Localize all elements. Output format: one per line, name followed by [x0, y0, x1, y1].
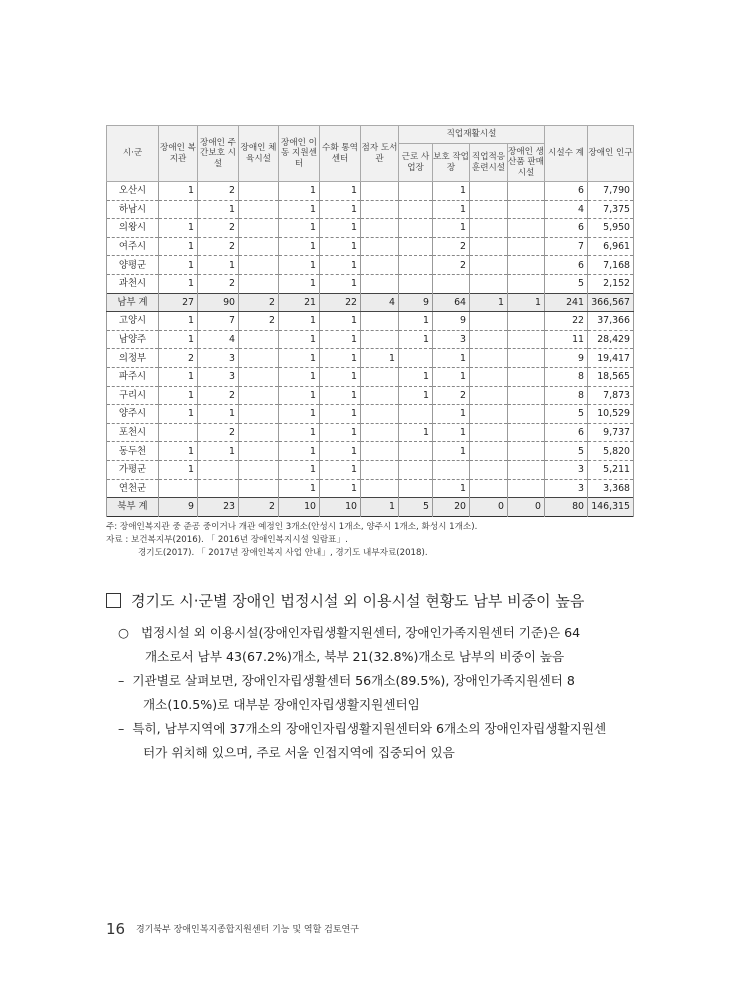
table-cell	[361, 330, 399, 349]
table-cell: 1	[279, 442, 320, 461]
table-cell	[361, 479, 399, 498]
dash-item-1-text-1: 기관별로 살펴보면, 장애인자립생활센터 56개소(89.5%), 장애인가족지원센터 8	[132, 673, 575, 688]
table-cell	[470, 386, 508, 405]
table-cell: 1	[320, 256, 361, 275]
row-region-name: 오산시	[107, 182, 159, 201]
table-cell: 5,950	[588, 219, 634, 238]
table-cell: 2	[159, 349, 198, 368]
table-cell	[399, 200, 433, 219]
table-row	[107, 349, 634, 368]
table-cell	[508, 367, 545, 386]
table-cell: 1	[279, 256, 320, 275]
table-cell: 6	[545, 256, 588, 275]
table-cell: 1	[198, 405, 239, 424]
table-cell: 27	[159, 293, 198, 312]
section-heading	[106, 590, 584, 611]
row-region-name: 남부 계	[107, 293, 159, 312]
source-line-2: 경기도(2017). 「 2017년 장애인복지 사업 안내」, 경기도 내부자료(2018).	[138, 548, 428, 558]
table-cell: 20	[433, 498, 470, 517]
table-cell	[508, 479, 545, 498]
dash-item-2-line-1	[118, 717, 638, 741]
table-cell	[399, 219, 433, 238]
table-cell	[239, 386, 279, 405]
table-cell	[470, 274, 508, 293]
page-number: 16	[106, 920, 126, 938]
table-body	[107, 182, 634, 517]
table-cell: 2	[198, 274, 239, 293]
header-product-sales: 장애인 생산품 판매시설	[508, 144, 545, 182]
table-cell: 5,211	[588, 460, 634, 479]
table-cell	[239, 367, 279, 386]
table-cell: 9	[545, 349, 588, 368]
table-cell: 3	[433, 330, 470, 349]
table-row	[107, 219, 634, 238]
table-cell: 21	[279, 293, 320, 312]
table-cell	[470, 312, 508, 331]
table-cell: 9	[159, 498, 198, 517]
footer-title: 경기북부 장애인복지종합지원센터 기능 및 역할 검토연구	[135, 925, 359, 935]
paragraph-1-line-1	[118, 621, 638, 645]
header-welfare-center: 장애인 복지관	[159, 126, 198, 182]
table-cell: 7	[198, 312, 239, 331]
table-cell: 1	[320, 274, 361, 293]
table-cell: 5,820	[588, 442, 634, 461]
table-cell: 1	[320, 367, 361, 386]
table-cell: 1	[399, 423, 433, 442]
table-cell: 2	[198, 219, 239, 238]
dash-bullet-icon: –	[118, 673, 125, 688]
table-cell	[239, 219, 279, 238]
table-cell: 1	[159, 460, 198, 479]
table-row	[107, 182, 634, 201]
table-cell	[361, 423, 399, 442]
table-cell	[239, 200, 279, 219]
table-cell	[239, 182, 279, 201]
table-cell	[399, 349, 433, 368]
header-vocational-group: 직업재활시설	[399, 126, 545, 144]
table-cell	[159, 423, 198, 442]
paragraph-1-text-1: 법정시설 외 이용시설(장애인자립생활지원센터, 장애인가족지원센터 기준)은 64	[141, 625, 581, 640]
row-region-name: 양평군	[107, 256, 159, 275]
table-cell: 37,366	[588, 312, 634, 331]
table-cell: 4	[361, 293, 399, 312]
table-row	[107, 386, 634, 405]
table-cell: 19,417	[588, 349, 634, 368]
circle-bullet-icon: ○	[118, 625, 129, 640]
table-cell	[508, 405, 545, 424]
table-cell	[239, 442, 279, 461]
table-cell	[508, 330, 545, 349]
table-cell: 1	[433, 442, 470, 461]
table-cell	[198, 460, 239, 479]
table-cell	[470, 479, 508, 498]
table-cell	[361, 182, 399, 201]
table-cell: 1	[320, 312, 361, 331]
table-cell: 1	[399, 367, 433, 386]
row-region-name: 연천군	[107, 479, 159, 498]
table-cell: 22	[545, 312, 588, 331]
row-region-name: 의정부	[107, 349, 159, 368]
table-cell: 1	[279, 386, 320, 405]
facility-table-wrapper	[106, 125, 633, 517]
table-cell	[361, 367, 399, 386]
table-cell	[159, 479, 198, 498]
source-line: 자료 : 보건복지부(2016). 「 2016년 장애인복지시설 일람표」.	[106, 535, 348, 545]
table-cell: 2,152	[588, 274, 634, 293]
header-work-site: 근로 사업장	[399, 144, 433, 182]
table-cell: 2	[239, 312, 279, 331]
row-region-name: 양주시	[107, 405, 159, 424]
table-cell: 7,168	[588, 256, 634, 275]
table-cell	[508, 386, 545, 405]
table-cell: 1	[279, 405, 320, 424]
table-cell	[239, 349, 279, 368]
table-cell: 1	[433, 405, 470, 424]
table-cell: 1	[399, 312, 433, 331]
table-cell: 9	[399, 293, 433, 312]
header-braille-library: 점자 도서관	[361, 126, 399, 182]
table-cell	[470, 442, 508, 461]
table-row	[107, 256, 634, 275]
table-cell	[470, 182, 508, 201]
table-cell: 6	[545, 219, 588, 238]
table-cell	[239, 423, 279, 442]
table-cell: 10	[279, 498, 320, 517]
table-cell: 1	[279, 200, 320, 219]
table-cell: 1	[279, 460, 320, 479]
table-cell: 1	[433, 479, 470, 498]
table-row	[107, 330, 634, 349]
header-facility-count: 시설수 계	[545, 126, 588, 182]
table-cell	[399, 442, 433, 461]
table-cell: 1	[320, 442, 361, 461]
table-cell: 1	[361, 498, 399, 517]
table-cell	[508, 312, 545, 331]
table-cell: 1	[433, 367, 470, 386]
row-region-name: 북부 계	[107, 498, 159, 517]
total-row	[107, 293, 634, 312]
table-cell	[470, 423, 508, 442]
table-cell: 5	[399, 498, 433, 517]
header-region: 시·군	[107, 126, 159, 182]
table-cell: 1	[159, 256, 198, 275]
table-cell: 5	[545, 274, 588, 293]
row-region-name: 고양시	[107, 312, 159, 331]
table-cell	[508, 442, 545, 461]
table-cell: 3	[545, 460, 588, 479]
table-cell: 6,961	[588, 237, 634, 256]
table-cell: 18,565	[588, 367, 634, 386]
table-cell: 1	[320, 479, 361, 498]
table-cell: 1	[433, 219, 470, 238]
table-row	[107, 423, 634, 442]
table-cell	[433, 460, 470, 479]
table-cell	[399, 182, 433, 201]
table-cell: 11	[545, 330, 588, 349]
table-cell	[470, 405, 508, 424]
header-day-care: 장애인 주간보호 시설	[198, 126, 239, 182]
square-bullet-icon	[106, 593, 121, 608]
table-cell: 1	[159, 182, 198, 201]
table-cell: 6	[545, 423, 588, 442]
table-row	[107, 200, 634, 219]
table-row	[107, 405, 634, 424]
table-cell: 10	[320, 498, 361, 517]
table-cell	[433, 274, 470, 293]
dash-item-1-text-2: 개소(10.5%)로 대부분 장애인자립생활지원센터임	[143, 697, 420, 712]
table-cell	[399, 274, 433, 293]
table-cell: 1	[279, 423, 320, 442]
table-row	[107, 367, 634, 386]
table-cell: 1	[320, 405, 361, 424]
table-cell	[470, 237, 508, 256]
table-cell	[361, 460, 399, 479]
dash-item-1-line-1	[118, 669, 638, 693]
table-cell: 1	[159, 274, 198, 293]
table-cell: 7,790	[588, 182, 634, 201]
table-cell: 4	[545, 200, 588, 219]
table-cell: 1	[279, 182, 320, 201]
table-cell: 2	[433, 237, 470, 256]
row-region-name: 여주시	[107, 237, 159, 256]
table-cell: 146,315	[588, 498, 634, 517]
table-cell	[239, 274, 279, 293]
table-row	[107, 479, 634, 498]
table-cell: 1	[320, 182, 361, 201]
table-row	[107, 460, 634, 479]
table-cell: 1	[198, 256, 239, 275]
table-cell: 28,429	[588, 330, 634, 349]
table-cell	[470, 200, 508, 219]
table-cell: 1	[433, 182, 470, 201]
row-region-name: 의왕시	[107, 219, 159, 238]
table-cell	[399, 460, 433, 479]
table-cell: 1	[470, 293, 508, 312]
table-cell	[470, 256, 508, 275]
table-cell: 3	[545, 479, 588, 498]
table-row	[107, 442, 634, 461]
table-cell: 90	[198, 293, 239, 312]
table-cell	[470, 367, 508, 386]
table-cell: 1	[159, 367, 198, 386]
table-cell	[508, 349, 545, 368]
table-cell	[508, 460, 545, 479]
row-region-name: 하남시	[107, 200, 159, 219]
table-cell	[470, 349, 508, 368]
row-region-name: 가평군	[107, 460, 159, 479]
row-region-name: 구리시	[107, 386, 159, 405]
table-cell: 1	[198, 442, 239, 461]
header-protected-workshop: 보호 작업장	[433, 144, 470, 182]
table-cell	[239, 330, 279, 349]
table-cell	[198, 479, 239, 498]
table-cell: 8	[545, 386, 588, 405]
table-cell	[508, 219, 545, 238]
table-cell: 3	[198, 367, 239, 386]
table-cell: 7,873	[588, 386, 634, 405]
facility-table	[106, 125, 634, 517]
table-cell	[508, 256, 545, 275]
table-cell: 2	[433, 386, 470, 405]
heading-text: 경기도 시·군별 장애인 법정시설 외 이용시설 현황도 남부 비중이 높음	[131, 592, 585, 610]
table-cell: 1	[320, 386, 361, 405]
table-cell: 2	[198, 182, 239, 201]
table-cell: 1	[399, 330, 433, 349]
table-cell: 80	[545, 498, 588, 517]
table-cell	[239, 479, 279, 498]
table-cell: 22	[320, 293, 361, 312]
table-cell	[508, 237, 545, 256]
table-cell: 2	[198, 423, 239, 442]
header-sign-language: 수화 통역센터	[320, 126, 361, 182]
table-cell	[508, 423, 545, 442]
table-cell	[239, 460, 279, 479]
header-training: 직업적응 훈련시설	[470, 144, 508, 182]
dash-item-2-text-2: 터가 위치해 있으며, 주로 서울 인접지역에 집중되어 있음	[143, 745, 455, 760]
table-notes	[106, 521, 477, 560]
row-region-name: 파주시	[107, 367, 159, 386]
table-row	[107, 237, 634, 256]
table-cell: 1	[433, 200, 470, 219]
table-cell	[361, 237, 399, 256]
table-cell: 1	[433, 423, 470, 442]
page-footer	[106, 920, 359, 938]
table-cell: 0	[470, 498, 508, 517]
table-cell: 1	[279, 312, 320, 331]
table-cell	[508, 182, 545, 201]
table-cell: 1	[279, 330, 320, 349]
table-cell: 1	[279, 237, 320, 256]
table-cell: 1	[198, 200, 239, 219]
table-cell: 64	[433, 293, 470, 312]
dash-list	[118, 669, 638, 765]
table-cell	[470, 460, 508, 479]
dash-item-2-text-1: 특히, 남부지역에 37개소의 장애인자립생활지원센터와 6개소의 장애인자립생활지원센	[132, 721, 607, 736]
table-cell: 6	[545, 182, 588, 201]
table-cell	[508, 200, 545, 219]
table-cell	[159, 200, 198, 219]
note-line: 주: 장애인복지관 중 준공 중이거나 개관 예정인 3개소(안성시 1개소, 양주시 1개소, 화성시 1개소).	[106, 522, 478, 532]
paragraph-1	[118, 621, 638, 669]
table-cell	[239, 256, 279, 275]
table-row	[107, 274, 634, 293]
table-cell: 1	[320, 237, 361, 256]
dash-bullet-icon: –	[118, 721, 125, 736]
table-cell: 1	[320, 200, 361, 219]
table-cell: 1	[320, 219, 361, 238]
table-cell	[361, 256, 399, 275]
header-mobility: 장애인 이동 지원센터	[279, 126, 320, 182]
table-cell: 1	[159, 442, 198, 461]
table-cell	[470, 330, 508, 349]
table-cell: 1	[320, 423, 361, 442]
table-cell: 10,529	[588, 405, 634, 424]
table-cell	[508, 274, 545, 293]
table-cell: 1	[508, 293, 545, 312]
table-cell: 1	[433, 349, 470, 368]
table-cell: 9	[433, 312, 470, 331]
table-cell: 2	[239, 293, 279, 312]
table-cell: 1	[159, 219, 198, 238]
table-cell: 1	[159, 405, 198, 424]
table-cell: 0	[508, 498, 545, 517]
row-region-name: 과천시	[107, 274, 159, 293]
table-cell	[239, 405, 279, 424]
table-cell: 1	[399, 386, 433, 405]
header-sports: 장애인 체육시설	[239, 126, 279, 182]
table-cell: 3	[198, 349, 239, 368]
table-cell: 1	[279, 367, 320, 386]
table-cell: 4	[198, 330, 239, 349]
total-row	[107, 498, 634, 517]
table-cell: 8	[545, 367, 588, 386]
table-cell: 3,368	[588, 479, 634, 498]
table-cell	[361, 405, 399, 424]
table-cell: 1	[279, 349, 320, 368]
table-cell: 2	[198, 237, 239, 256]
table-cell: 1	[320, 330, 361, 349]
table-cell: 1	[279, 274, 320, 293]
table-cell: 2	[433, 256, 470, 275]
table-row	[107, 312, 634, 331]
table-cell: 7	[545, 237, 588, 256]
table-cell: 1	[279, 219, 320, 238]
table-cell: 23	[198, 498, 239, 517]
row-region-name: 포천시	[107, 423, 159, 442]
row-region-name: 남양주	[107, 330, 159, 349]
row-region-name: 동두천	[107, 442, 159, 461]
table-cell	[239, 237, 279, 256]
table-cell	[399, 256, 433, 275]
table-cell	[399, 405, 433, 424]
table-cell	[361, 200, 399, 219]
table-cell: 1	[320, 460, 361, 479]
table-cell: 1	[361, 349, 399, 368]
table-cell: 5	[545, 405, 588, 424]
table-cell: 9,737	[588, 423, 634, 442]
table-cell: 1	[320, 349, 361, 368]
table-cell	[470, 219, 508, 238]
table-cell: 1	[159, 237, 198, 256]
table-cell: 7,375	[588, 200, 634, 219]
table-cell	[399, 479, 433, 498]
table-cell	[361, 274, 399, 293]
table-cell: 5	[545, 442, 588, 461]
table-cell: 1	[159, 330, 198, 349]
table-cell: 1	[279, 479, 320, 498]
table-cell	[361, 219, 399, 238]
table-cell	[361, 442, 399, 461]
table-cell: 241	[545, 293, 588, 312]
paragraph-1-text-2: 개소로서 남부 43(67.2%)개소, 북부 21(32.8%)개소로 남부의 비중이 높음	[145, 649, 565, 664]
table-cell: 2	[239, 498, 279, 517]
table-cell	[361, 386, 399, 405]
table-cell	[399, 237, 433, 256]
header-population: 장애인 인구	[588, 126, 634, 182]
table-cell: 1	[159, 312, 198, 331]
table-cell: 366,567	[588, 293, 634, 312]
table-cell	[361, 312, 399, 331]
table-cell: 1	[159, 386, 198, 405]
table-cell: 2	[198, 386, 239, 405]
